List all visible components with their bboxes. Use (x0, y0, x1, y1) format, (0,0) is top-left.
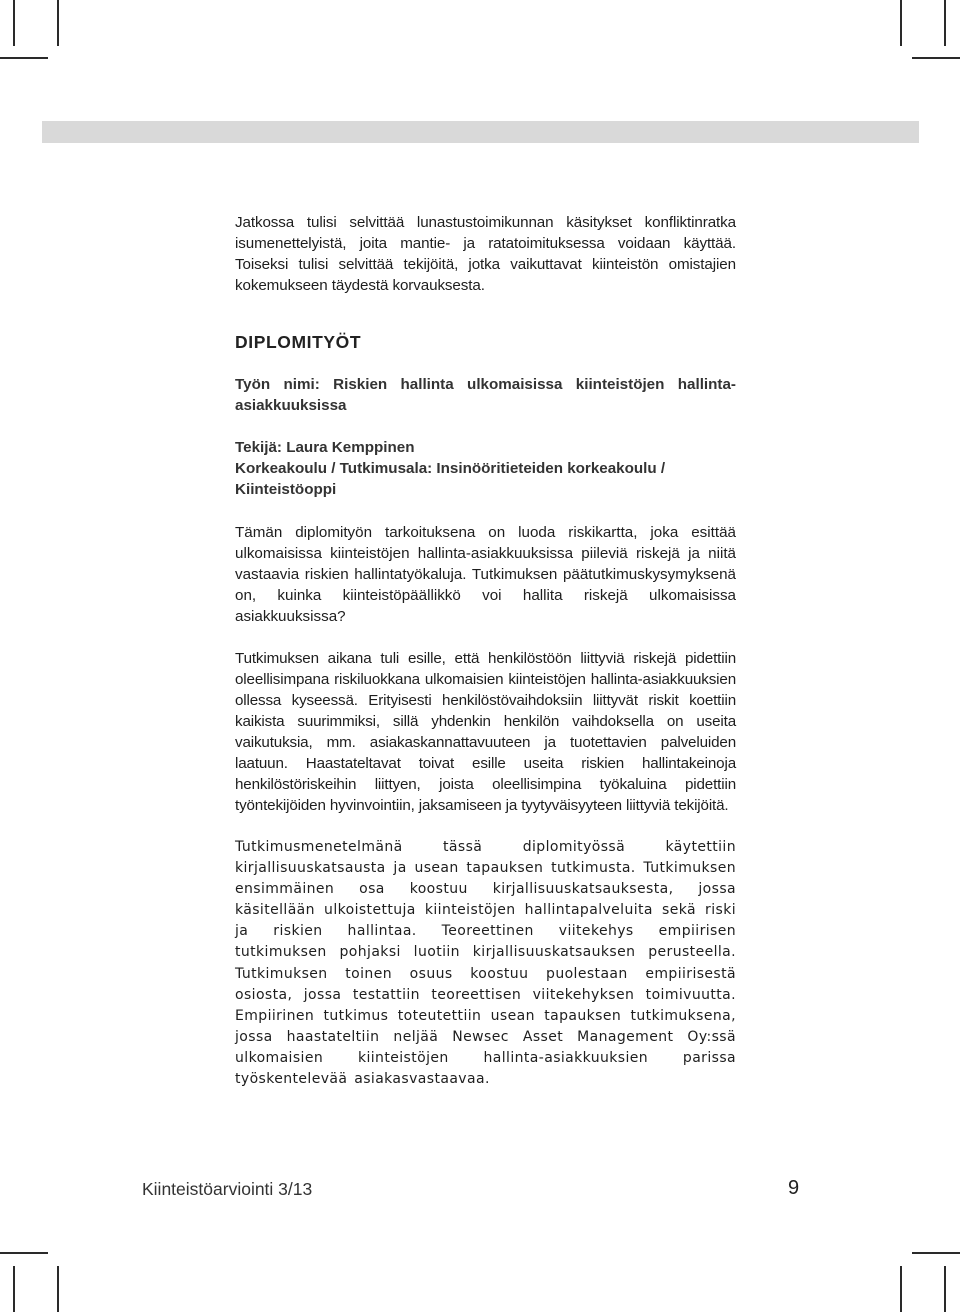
footer-publication: Kiinteistöarviointi 3/13 (142, 1179, 313, 1199)
header-band (42, 121, 919, 143)
abstract-paragraph-1: Tämän diplomityön tarkoituksena on luoda riskikartta, joka esittää ulkomaisissa kiinteistöjen hallinta-asiakkuuksissa piileviä riskejä ja niitä vastaavia riskien hallintatyökaluja. Tutkimuksen päätutkimuskysymyksenä on, kuinka kiinteistöpäällikkö voi hallita riskejä ulkomaisissa asiakkuuksissa? (235, 524, 736, 625)
crop-mark (13, 0, 15, 46)
thesis-author: Tekijä: Laura Kemppinen (235, 439, 415, 456)
article-body (235, 212, 736, 1090)
crop-mark (900, 0, 902, 46)
crop-mark (13, 1266, 15, 1312)
crop-mark (57, 1266, 59, 1312)
thesis-school: Korkeakoulu / Tutkimusala: Insinööritieteiden korkeakoulu / Kiinteistöoppi (235, 460, 666, 498)
abstract-paragraph-3: Tutkimusmenetelmänä tässä diplomityössä käytettiin kirjallisuuskatsausta ja usean tapauksen tutkimusta. Tutkimuksen ensimmäinen osa koostuu kirjallisuuskatsauksesta, jossa käsitellään ulkoistettuja kiinteistöjen hallintapalveluita sekä riski ja riskien hallintaa. Teoreettinen viitekehys empiirisen tutkimuksen pohjaksi luotiin kirjallisuuskatsauksen perusteella. Tutkimuksen toinen osuus koostuu puolestaan empiirisestä osiosta, jossa testattiin teoreettisen viitekehyksen toimivuutta. Empiirinen tutkimus toteutettiin usean tapauksen tutkimuksena, jossa haastateltiin neljää Newsec Asset Management Oy:ssä ulkomaisien kiinteistöjen hallinta-asiakkuuksien parissa työskentelevää asiakasvastaavaa. (235, 839, 736, 1088)
crop-mark (57, 0, 59, 46)
crop-mark (0, 57, 48, 59)
page-number: 9 (788, 1177, 800, 1199)
crop-mark (944, 0, 946, 46)
crop-mark (0, 1252, 48, 1254)
thesis-title: Työn nimi: Riskien hallinta ulkomaisissa kiinteistöjen hallinta-asiakkuuksissa (235, 376, 736, 414)
crop-mark (912, 1252, 960, 1254)
thesis-meta (235, 437, 736, 500)
intro-paragraph: Jatkossa tulisi selvittää lunastustoimikunnan käsitykset konfliktinratka isumenettelyistä, joita mantie- ja ratatoimituksessa voidaan käyttää. Toiseksi tulisi selvittää tekijöitä, jotka vaikuttavat kiinteistön omistajien kokemukseen täydestä korvauksesta. (235, 214, 736, 294)
crop-mark (944, 1266, 946, 1312)
crop-mark (912, 57, 960, 59)
section-title: DIPLOMITYÖT (235, 332, 362, 352)
crop-mark (900, 1266, 902, 1312)
abstract-paragraph-2: Tutkimuksen aikana tuli esille, että henkilöstöön liittyviä riskejä pidettiin oleellisimpana riskiluokkana ulkomaisien kiinteistöjen hallinta-asiakkuuksien ollessa kyseessä. Erityisesti henkilöstövaihdoksiin liittyvät riskit koettiin kaikista suurimmiksi, sillä yhdenkin henkilön vaihdoksella on useita vaikutuksia, mm. asiakaskannattavuuteen ja tuotettavien palveluiden laatuun. Haastateltavat toivat esille useita riskien hallintakeinoja henkilöstöriskeihin liittyen, joista oleellisimpina työkaluina pidettiin työntekijöiden hyvinvointiin, jaksamiseen ja tyytyväisyyteen liittyviä tekijöitä. (235, 650, 736, 814)
